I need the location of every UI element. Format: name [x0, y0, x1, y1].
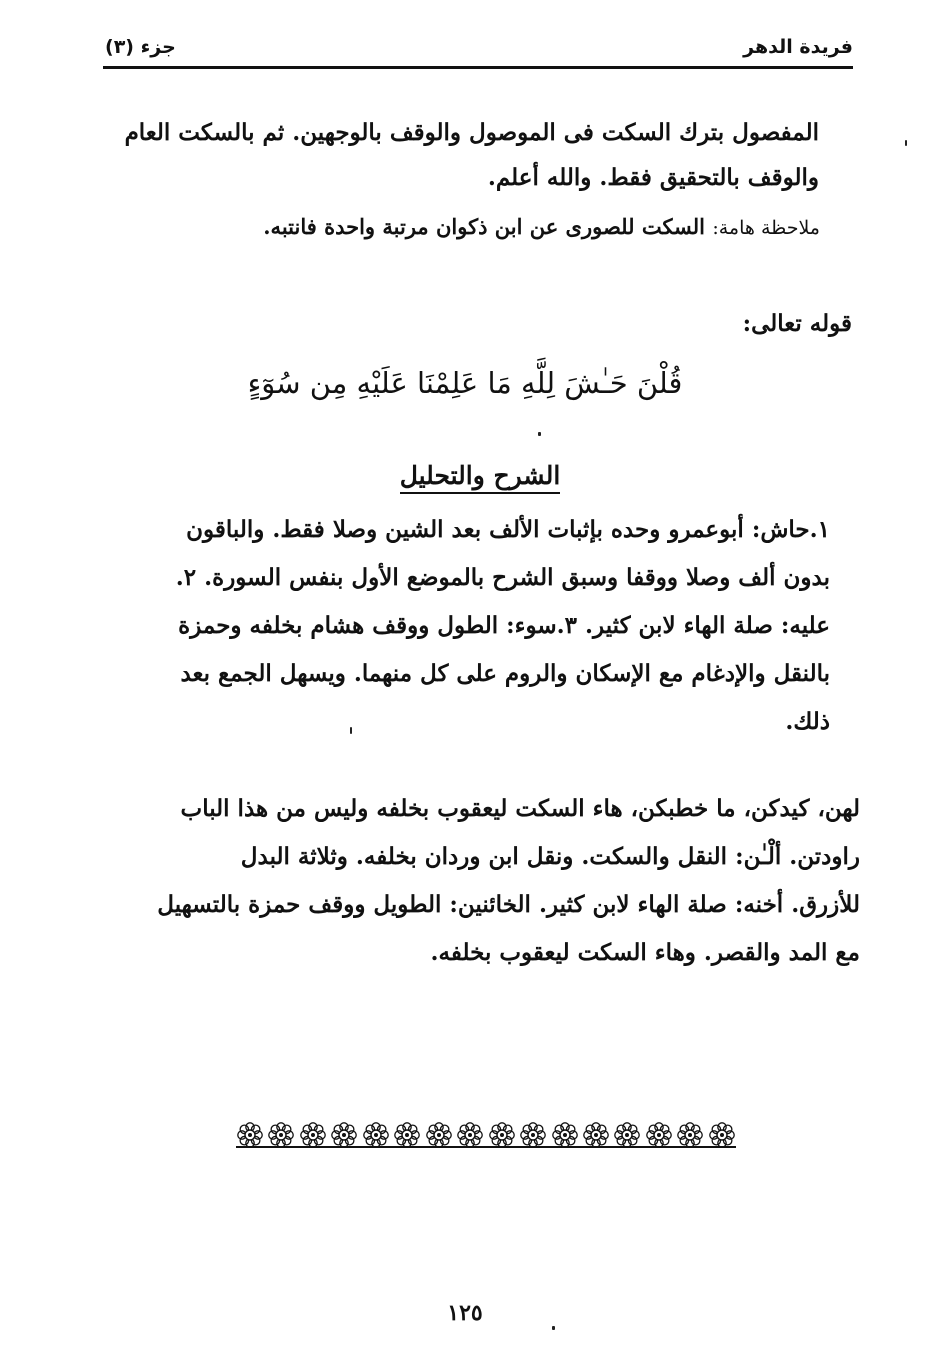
text-line: للأزرق. أخنه: صلة الهاء لابن كثير. الخائنين: الطويل ووقف حمزة بالتسهيل: [157, 891, 860, 918]
rosette-icon: [267, 1121, 295, 1149]
section-heading: [330, 456, 630, 496]
page-number: ١٢٥: [447, 1300, 483, 1326]
rosette-icon: [236, 1121, 264, 1149]
stray-mark: [552, 1326, 555, 1330]
text-line: راودتن. ألْـٰن: النقل والسكت. ونقل ابن وردان بخلفه. وثلاثة البدل: [240, 843, 860, 870]
notes-paragraph: [108, 785, 860, 977]
rosette-icon: [488, 1121, 516, 1149]
rosette-icon: [582, 1121, 610, 1149]
rosette-icon: [676, 1121, 704, 1149]
note-text: السكت للصورى عن ابن ذكوان مرتبة واحدة فانتبه.: [263, 214, 706, 239]
rosette-icon: [551, 1121, 579, 1149]
rosette-icon: [456, 1121, 484, 1149]
book-title: فريدة الدهر: [743, 36, 853, 58]
rosette-icon: [425, 1121, 453, 1149]
section-heading-text: الشرح والتحليل: [400, 461, 561, 494]
rosette-icon: [299, 1121, 327, 1149]
note-label: ملاحظة هامة:: [712, 217, 820, 239]
rosette-icon: [613, 1121, 641, 1149]
text-line: بالنقل والإدغام مع الإسكان والروم على كل منهما. ويسهل الجمع بعد: [180, 660, 830, 687]
text-line: والوقف بالتحقيق فقط. والله أعلم.: [487, 164, 819, 191]
text-line: عليه: صلة الهاء لابن كثير. ٣.سوء: الطول ووقف هشام بخلفه وحمزة: [178, 612, 830, 639]
text-line: لهن، كيدكن، ما خطبكن، هاء السكت ليعقوب بخلفه وليس من هذا الباب: [180, 795, 860, 822]
rosette-icon: [393, 1121, 421, 1149]
ornament-rule: [236, 1146, 736, 1148]
running-head: [105, 32, 853, 62]
text-line: بدون ألف وصلا ووقفا وسبق الشرح بالموضع الأول بنفس السورة. ٢.: [175, 564, 830, 591]
stray-mark: [905, 140, 907, 146]
header-rule: [103, 66, 853, 69]
rosette-icon: [330, 1121, 358, 1149]
stray-mark: [350, 727, 352, 734]
stray-mark: [538, 432, 541, 436]
rosette-icon: [519, 1121, 547, 1149]
volume-label: جزء (٣): [105, 36, 176, 58]
quran-verse: قُلْنَ حَـٰشَ لِلَّهِ مَا عَلِمْنَا عَلَيْهِ مِن سُوٓءٍ: [247, 366, 683, 400]
text-line: ذلك.: [785, 708, 830, 735]
important-note: [190, 209, 820, 246]
text-line: ١.حاش: أبوعمرو وحده بإثبات الألف بعد الشين وصلا فقط. والباقون: [186, 516, 830, 543]
paragraph-continuation: [105, 110, 819, 200]
explanation-paragraph: [112, 506, 830, 746]
text-line: مع المد والقصر. وهاء السكت ليعقوب بخلفه.: [430, 939, 860, 966]
text-line: المفصول بترك السكت فى الموصول والوقف بالوجهين. ثم بالسكت العام: [124, 119, 819, 146]
rosette-icon: [362, 1121, 390, 1149]
rosette-icon: [708, 1121, 736, 1149]
rosette-icon: [645, 1121, 673, 1149]
verse-intro: قوله تعالى:: [742, 310, 852, 337]
